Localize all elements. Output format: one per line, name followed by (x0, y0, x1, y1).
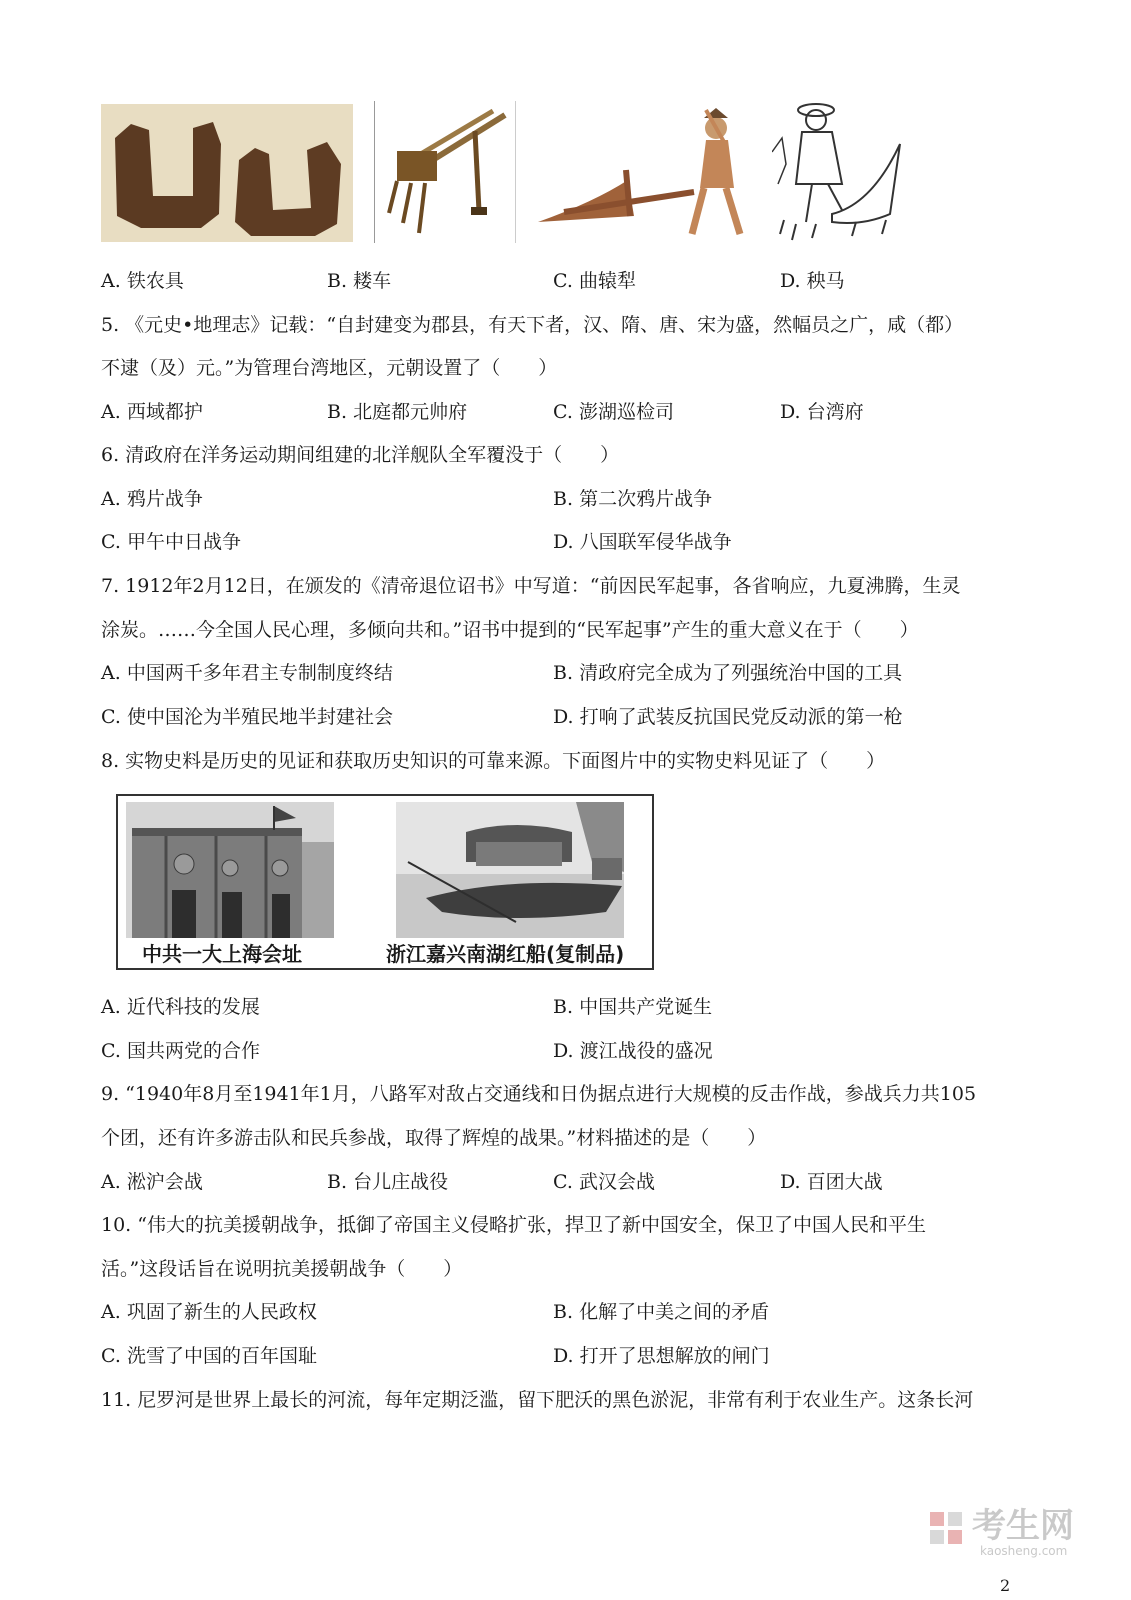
option-letter: B. (553, 488, 574, 510)
option-letter: C. (101, 531, 121, 553)
option-letter: D. (553, 1345, 574, 1367)
q9-option-b[interactable] (327, 1170, 448, 1194)
option-text: 中国两千多年君主专制制度终结 (126, 662, 393, 684)
option-letter: D. (553, 1040, 574, 1062)
option-letter: D. (780, 270, 801, 292)
q7-option-c[interactable] (101, 705, 393, 729)
option-text: 打响了武装反抗国民党反动派的第一枪 (579, 706, 903, 728)
option-text: 近代科技的发展 (126, 996, 260, 1018)
caption-red-boat: 浙江嘉兴南湖红船(复制品) (386, 942, 625, 966)
option-letter: A. (101, 996, 121, 1018)
option-text: 打开了思想解放的闸门 (579, 1345, 770, 1367)
option-text: 第二次鸦片战争 (579, 488, 713, 510)
q5-option-d[interactable] (780, 400, 864, 424)
option-text: 武汉会战 (578, 1171, 655, 1193)
option-letter: C. (101, 1040, 121, 1062)
q8-option-c[interactable] (101, 1039, 260, 1063)
q4-option-a[interactable] (101, 269, 184, 293)
q9-option-a[interactable] (101, 1170, 203, 1194)
option-text: 曲辕犁 (578, 270, 636, 292)
q5-option-b[interactable] (327, 400, 467, 424)
red-boat-photo (396, 802, 624, 938)
q10-option-c[interactable] (101, 1344, 317, 1368)
option-text: 甲午中日战争 (126, 531, 241, 553)
option-letter: A. (101, 270, 121, 292)
option-letter: B. (553, 1301, 574, 1323)
option-letter: C. (553, 401, 573, 423)
watermark-url: kaosheng.com (980, 1544, 1068, 1558)
q6-stem-line1: 6. 清政府在洋务运动期间组建的北洋舰队全军覆没于（ ） (101, 444, 620, 466)
option-letter: B. (553, 996, 574, 1018)
curved-plough-image (534, 106, 748, 240)
q4-option-d[interactable] (780, 269, 845, 293)
rice-seedling-horse-image (772, 94, 904, 250)
option-text: 化解了中美之间的矛盾 (579, 1301, 770, 1323)
option-text: 渡江战役的盛况 (579, 1040, 713, 1062)
q6-option-c[interactable] (101, 530, 241, 554)
q8-option-d[interactable] (553, 1039, 713, 1063)
q9-option-c[interactable] (553, 1170, 655, 1194)
seed-drill-image (374, 101, 516, 243)
option-letter: D. (780, 1171, 801, 1193)
q8-option-b[interactable] (553, 995, 712, 1019)
q5-stem-line1: 5. 《元史•地理志》记载：“自封建变为郡县，有天下者，汉、隋、唐、宋为盛，然幅员之广，咸（都） (101, 314, 964, 336)
option-letter: B. (327, 401, 348, 423)
option-letter: A. (101, 488, 121, 510)
q10-option-a[interactable] (101, 1300, 317, 1324)
option-text: 巩固了新生的人民政权 (126, 1301, 317, 1323)
q4-option-b[interactable] (327, 269, 391, 293)
option-text: 八国联军侵华战争 (579, 531, 732, 553)
watermark-name: 考生网 (972, 1506, 1074, 1546)
option-text: 鸦片战争 (126, 488, 203, 510)
q10-stem-line1: 10. “伟大的抗美援朝战争，抵御了帝国主义侵略扩张，捍卫了新中国安全，保卫了中国人民和平生 (101, 1214, 926, 1236)
q6-option-d[interactable] (553, 530, 732, 554)
q7-stem-line1: 7. 1912年2月12日，在颁发的《清帝退位诏书》中写道：“前因民军起事，各省响应，九夏沸腾，生灵 (101, 575, 961, 597)
option-text: 北庭都元帅府 (353, 401, 468, 423)
caption-shanghai-site: 中共一大上海会址 (142, 942, 302, 966)
q5-option-a[interactable] (101, 400, 203, 424)
q9-stem-line1: 9. “1940年8月至1941年1月，八路军对敌占交通线和日伪据点进行大规模的反击作战，参战兵力共105 (101, 1083, 977, 1105)
kaosheng-watermark (928, 1506, 1088, 1566)
option-letter: B. (553, 662, 574, 684)
option-letter: C. (101, 706, 121, 728)
q7-option-a[interactable] (101, 661, 393, 685)
option-text: 洗雪了中国的百年国耻 (126, 1345, 317, 1367)
q4-option-c[interactable] (553, 269, 636, 293)
option-letter: A. (101, 662, 121, 684)
option-letter: B. (327, 270, 348, 292)
iron-tools-image (101, 104, 353, 242)
option-text: 百团大战 (806, 1171, 883, 1193)
q6-option-b[interactable] (553, 487, 712, 511)
q7-stem-line2: 涂炭。……今全国人民心理，多倾向共和。”诏书中提到的“民军起事”产生的重大意义在于（ ） (101, 619, 919, 641)
option-letter: A. (101, 1171, 121, 1193)
option-text: 台湾府 (806, 401, 864, 423)
option-letter: C. (553, 270, 573, 292)
option-text: 清政府完全成为了列强统治中国的工具 (579, 662, 903, 684)
q9-stem-line2: 个团，还有许多游击队和民兵参战，取得了辉煌的战果。”材料描述的是（ ） (101, 1127, 767, 1149)
option-text: 澎湖巡检司 (578, 401, 674, 423)
option-letter: A. (101, 401, 121, 423)
option-text: 耧车 (353, 270, 392, 292)
q7-option-b[interactable] (553, 661, 902, 685)
q11-stem-line1: 11. 尼罗河是世界上最长的河流，每年定期泛滥，留下肥沃的黑色淤泥，非常有利于农业生产。这条长河 (101, 1389, 974, 1411)
q10-option-d[interactable] (553, 1344, 770, 1368)
option-text: 台儿庄战役 (353, 1171, 449, 1193)
q5-option-c[interactable] (553, 400, 674, 424)
q10-option-b[interactable] (553, 1300, 769, 1324)
option-letter: C. (101, 1345, 121, 1367)
q8-option-a[interactable] (101, 995, 260, 1019)
option-letter: D. (553, 706, 574, 728)
option-text: 秧马 (806, 270, 845, 292)
option-letter: C. (553, 1171, 573, 1193)
option-text: 淞沪会战 (126, 1171, 203, 1193)
option-letter: B. (327, 1171, 348, 1193)
option-text: 西域都护 (126, 401, 203, 423)
q9-option-d[interactable] (780, 1170, 883, 1194)
option-letter: D. (780, 401, 801, 423)
option-text: 铁农具 (126, 270, 184, 292)
q6-option-a[interactable] (101, 487, 203, 511)
page-number: 2 (1000, 1576, 1011, 1595)
option-text: 使中国沦为半殖民地半封建社会 (126, 706, 393, 728)
q8-photo-frame (116, 794, 654, 970)
shanghai-site-photo (126, 802, 334, 938)
q10-stem-line2: 活。”这段话旨在说明抗美援朝战争（ ） (101, 1258, 463, 1280)
q7-option-d[interactable] (553, 705, 903, 729)
q5-stem-line2: 不逮（及）元。”为管理台湾地区，元朝设置了（ ） (101, 357, 558, 379)
option-letter: D. (553, 531, 574, 553)
option-letter: A. (101, 1301, 121, 1323)
option-text: 国共两党的合作 (126, 1040, 260, 1062)
kaosheng-logo-icon (928, 1510, 968, 1554)
option-text: 中国共产党诞生 (579, 996, 713, 1018)
q8-stem-line1: 8. 实物史料是历史的见证和获取历史知识的可靠来源。下面图片中的实物史料见证了（ ） (101, 750, 886, 772)
